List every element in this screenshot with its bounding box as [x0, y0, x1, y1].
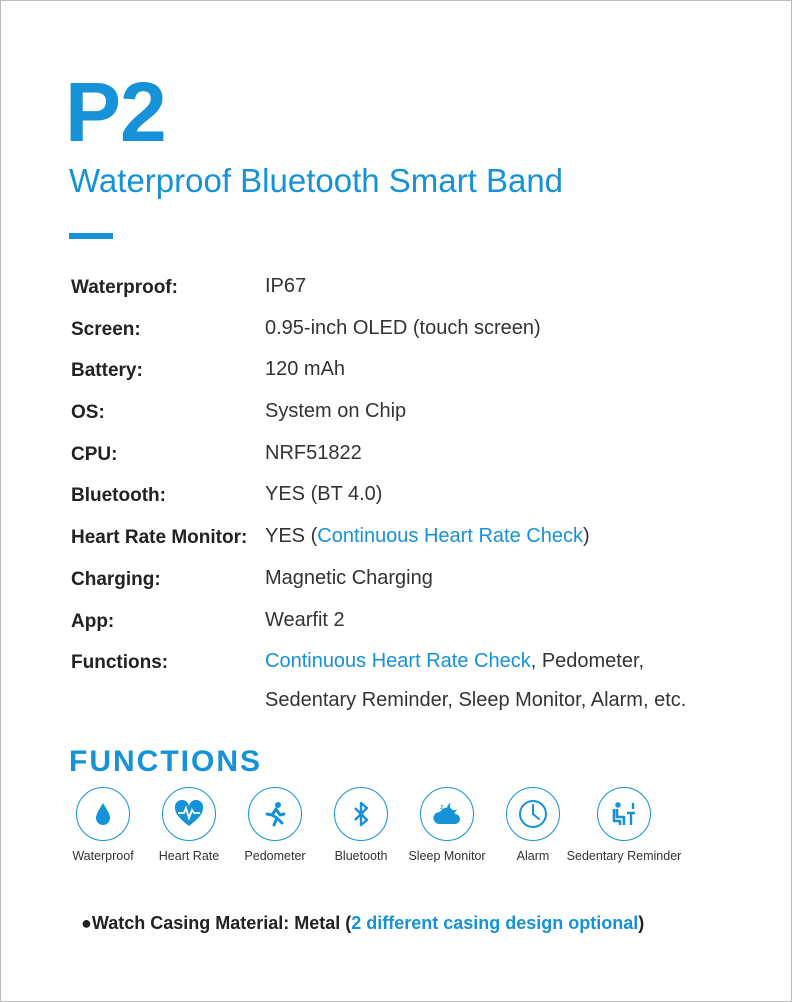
casing-text: Watch Casing Material: Metal ( [91, 913, 352, 933]
product-subtitle: Waterproof Bluetooth Smart Band [69, 162, 564, 199]
spec-value-text: , Pedometer, [530, 650, 645, 673]
heart-rate-icon [162, 787, 216, 841]
spec-label: Bluetooth: [71, 485, 166, 507]
spec-row-functions [71, 646, 771, 688]
spec-value [265, 650, 644, 673]
casing-note [81, 913, 644, 934]
spec-row-waterproof [71, 271, 771, 313]
spec-label: Screen: [71, 318, 141, 340]
pedometer-icon [248, 787, 302, 841]
water-drop-icon [76, 787, 130, 841]
spec-value: System on Chip [265, 400, 407, 423]
spec-row-heart-rate [71, 521, 771, 563]
accent-divider [69, 233, 113, 239]
spec-row-cpu [71, 438, 771, 480]
function-label: Pedometer [244, 849, 306, 863]
spec-value: IP67 [265, 275, 307, 297]
functions-heading: FUNCTIONS [69, 745, 262, 778]
spec-value-continued: Sedentary Reminder, Sleep Monitor, Alarm, etc. [265, 689, 687, 711]
spec-value-highlight: Continuous Heart Rate Check [317, 525, 583, 548]
spec-label: Waterproof: [71, 277, 178, 298]
spec-row-screen [71, 313, 771, 355]
spec-label: Heart Rate Monitor: [71, 527, 248, 549]
spec-row-bluetooth [71, 479, 771, 521]
spec-row-charging [71, 563, 771, 605]
spec-value [265, 525, 590, 548]
function-label: Sleep Monitor [408, 849, 486, 863]
svg-text:z: z [440, 804, 444, 811]
spec-value: Magnetic Charging [265, 566, 433, 589]
spec-label: Battery: [71, 360, 143, 382]
product-title: P2 [65, 65, 166, 159]
function-sedentary-reminder [564, 787, 684, 863]
spec-table [71, 271, 771, 688]
bluetooth-icon [334, 787, 388, 841]
spec-label: App: [71, 610, 115, 632]
spec-value-text: ) [582, 525, 590, 548]
spec-label: Functions: [71, 652, 169, 674]
spec-value: 120 mAh [265, 358, 346, 381]
function-label: Sedentary Reminder [566, 849, 682, 863]
spec-value-text: YES ( [265, 525, 318, 548]
spec-value-highlight: Continuous Heart Rate Check [265, 650, 531, 673]
spec-value: 0.95-inch OLED (touch screen) [265, 316, 541, 339]
spec-row-app [71, 605, 771, 647]
spec-value: NRF51822 [265, 441, 362, 464]
spec-label: CPU: [71, 443, 118, 465]
spec-value: Wearfit 2 [265, 608, 345, 631]
casing-text: ) [638, 913, 645, 933]
casing-highlight: 2 different casing design optional [351, 913, 639, 933]
bullet: ● [81, 913, 92, 933]
spec-row-os [71, 396, 771, 438]
function-label: Heart Rate [158, 849, 220, 863]
function-label: Alarm [516, 849, 550, 863]
spec-value: YES (BT 4.0) [265, 483, 383, 506]
alarm-clock-icon [506, 787, 560, 841]
sleep-monitor-icon [420, 787, 474, 841]
function-label: Waterproof [72, 849, 134, 863]
function-label: Bluetooth [334, 849, 388, 863]
spec-row-battery [71, 354, 771, 396]
sedentary-icon [597, 787, 651, 841]
spec-label: Charging: [71, 568, 161, 590]
spec-label: OS: [71, 402, 105, 424]
